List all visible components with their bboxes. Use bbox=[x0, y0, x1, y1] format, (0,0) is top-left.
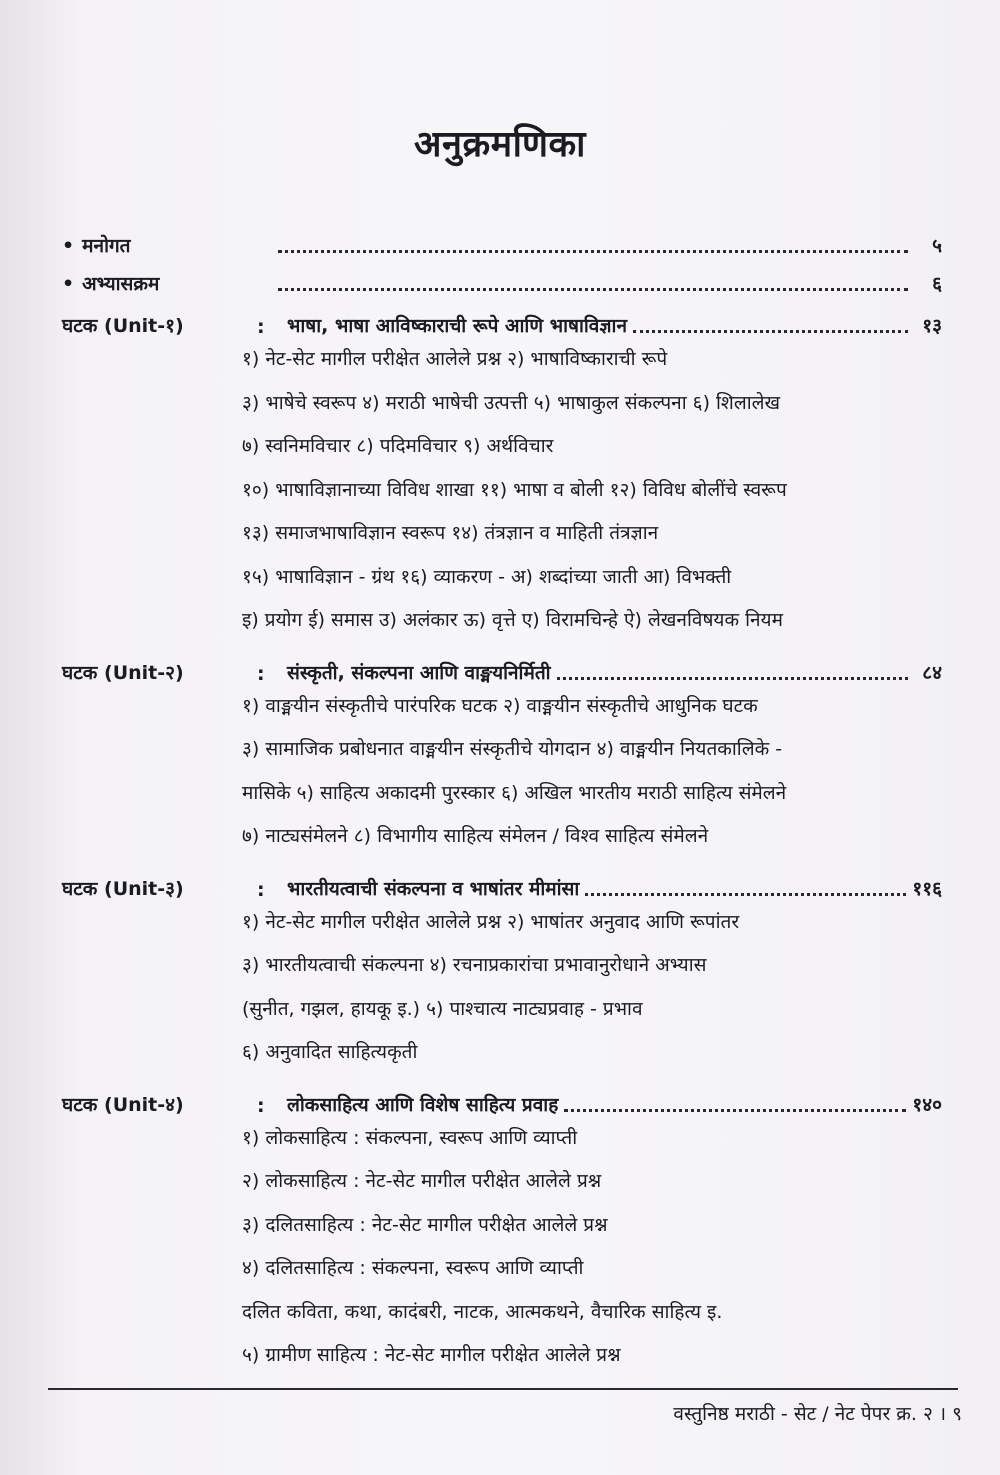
toc-page-number: ५ bbox=[932, 235, 942, 257]
unit-topic-line: ३) भाषेचे स्वरूप ४) मराठी भाषेची उत्पत्ती ५) भाषाकुल संकल्पना ६) शिलालेख bbox=[242, 391, 781, 414]
unit-label: घटक (Unit-३) bbox=[62, 877, 184, 900]
toc-page-number: ६ bbox=[932, 273, 942, 295]
toc-entry-unit-1[interactable] bbox=[62, 300, 942, 338]
unit-topic-line: १०) भाषाविज्ञानाच्या विविध शाखा ११) भाषा व बोली १२) विविध बोलींचे स्वरूप bbox=[242, 478, 787, 501]
unit-title: संस्कृती, संकल्पना आणि वाङ्मयनिर्मिती bbox=[287, 661, 551, 684]
unit-section-3 bbox=[62, 863, 942, 1075]
unit-colon: : bbox=[257, 316, 265, 338]
unit-colon: : bbox=[257, 662, 265, 685]
unit-section-1 bbox=[62, 300, 942, 643]
running-footer: वस्तुनिष्ठ मराठी - सेट / नेट पेपर क्र. २ । ९ bbox=[673, 1403, 962, 1425]
unit-title: भाषा, भाषा आविष्काराची रूपे आणि भाषाविज्ञान bbox=[287, 315, 628, 337]
unit-label: घटक (Unit-४) bbox=[62, 1093, 184, 1116]
toc-entry-unit-3[interactable] bbox=[62, 863, 942, 901]
footer-divider bbox=[48, 1388, 958, 1390]
unit-topic-line: १) नेट-सेट मागील परीक्षेत आलेले प्रश्न २) भाषांतर अनुवाद आणि रूपांतर bbox=[242, 910, 740, 933]
unit-topic-line: इ) प्रयोग ई) समास उ) अलंकार ऊ) वृत्ते ए) विरामचिन्हे ऐ) लेखनविषयक नियम bbox=[242, 609, 783, 631]
unit-topic-line: १) वाङ्मयीन संस्कृतीचे पारंपरिक घटक २) वाङ्मयीन संस्कृतीचे आधुनिक घटक bbox=[242, 694, 758, 717]
unit-topic-line: ३) दलितसाहित्य : नेट-सेट मागील परीक्षेत आलेले प्रश्न bbox=[242, 1213, 608, 1236]
page-title: अनुक्रमणिका bbox=[414, 124, 586, 165]
unit-colon: : bbox=[257, 1094, 265, 1117]
unit-section-4 bbox=[62, 1079, 942, 1378]
unit-section-2 bbox=[62, 647, 942, 859]
unit-topic-line: दलित कविता, कथा, कादंबरी, नाटक, आत्मकथने, वैचारिक साहित्य इ. bbox=[242, 1300, 723, 1323]
table-of-contents bbox=[62, 220, 942, 1378]
unit-topic-line: ७) नाट्यसंमेलने ८) विभागीय साहित्य संमेलन / विश्व साहित्य संमेलने bbox=[242, 825, 709, 847]
unit-topic-line: १) लोकसाहित्य : संकल्पना, स्वरूप आणि व्याप्ती bbox=[242, 1126, 578, 1149]
unit-title: लोकसाहित्य आणि विशेष साहित्य प्रवाह bbox=[287, 1093, 559, 1116]
dot-leader bbox=[557, 675, 908, 680]
unit-title: भारतीयत्वाची संकल्पना व भाषांतर मीमांसा bbox=[287, 877, 580, 900]
unit-colon: : bbox=[257, 878, 265, 901]
unit-topic-line: ३) सामाजिक प्रबोधनात वाङ्मयीन संस्कृतीचे योगदान ४) वाङ्मयीन नियतकालिके - bbox=[242, 738, 783, 760]
unit-label: घटक (Unit-२) bbox=[62, 661, 184, 684]
unit-topic-line: (सुनीत, गझल, हायकू इ.) ५) पाश्चात्य नाट्यप्रवाह - प्रभाव bbox=[242, 997, 643, 1020]
toc-page-number: ११६ bbox=[912, 877, 942, 900]
unit-label: घटक (Unit-१) bbox=[62, 315, 184, 337]
toc-entry-label: • अभ्यासक्रम bbox=[62, 270, 272, 296]
unit-topic-line: मासिके ५) साहित्य अकादमी पुरस्कार ६) अखिल भारतीय मराठी साहित्य संमेलने bbox=[242, 781, 787, 804]
unit-topic-line: १५) भाषाविज्ञान - ग्रंथ १६) व्याकरण - अ) शब्दांच्या जाती आ) विभक्ती bbox=[242, 565, 732, 588]
toc-page-number: ८४ bbox=[922, 661, 942, 684]
dot-leader bbox=[585, 891, 906, 896]
dot-leader bbox=[278, 286, 908, 291]
unit-topic-line: १३) समाजभाषाविज्ञान स्वरूप १४) तंत्रज्ञान व माहिती तंत्रज्ञान bbox=[242, 522, 659, 544]
toc-entry-syllabus[interactable] bbox=[62, 258, 942, 296]
toc-page-number: १३ bbox=[922, 315, 942, 337]
dot-leader bbox=[564, 1107, 906, 1112]
toc-page-number: १४० bbox=[912, 1093, 942, 1116]
unit-topic-line: ७) स्वनिमविचार ८) पदिमविचार ९) अर्थविचार bbox=[242, 435, 554, 457]
dot-leader bbox=[278, 248, 908, 253]
unit-topic-line: २) लोकसाहित्य : नेट-सेट मागील परीक्षेत आलेले प्रश्न bbox=[242, 1170, 602, 1192]
toc-entry-unit-2[interactable] bbox=[62, 647, 942, 685]
unit-topic-line: ३) भारतीयत्वाची संकल्पना ४) रचनाप्रकारांचा प्रभावानुरोधाने अभ्यास bbox=[242, 954, 707, 976]
toc-entry-preface[interactable] bbox=[62, 220, 942, 258]
toc-entry-unit-4[interactable] bbox=[62, 1079, 942, 1117]
unit-topic-line: ५) ग्रामीण साहित्य : नेट-सेट मागील परीक्षेत आलेले प्रश्न bbox=[242, 1344, 621, 1366]
unit-topic-line: १) नेट-सेट मागील परीक्षेत आलेले प्रश्न २) भाषाविष्काराची रूपे bbox=[242, 348, 668, 370]
unit-topic-line: ६) अनुवादित साहित्यकृती bbox=[242, 1041, 418, 1063]
unit-topic-line: ४) दलितसाहित्य : संकल्पना, स्वरूप आणि व्याप्ती bbox=[242, 1257, 584, 1279]
dot-leader bbox=[633, 328, 908, 333]
toc-entry-label: • मनोगत bbox=[62, 232, 272, 258]
